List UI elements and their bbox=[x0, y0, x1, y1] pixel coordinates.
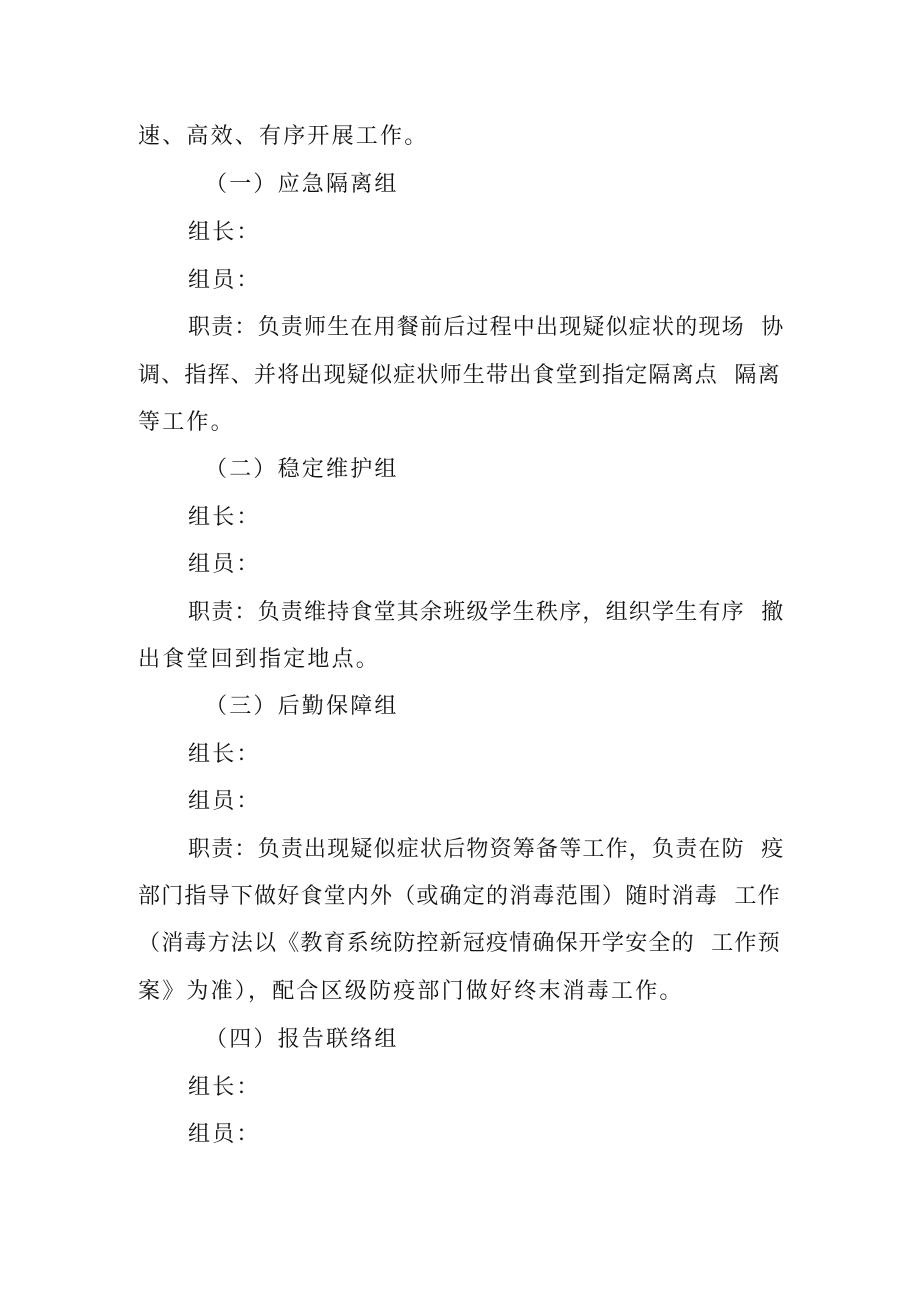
group-4-leader: 组长： bbox=[188, 1075, 261, 1100]
group-4-members: 组员： bbox=[188, 1122, 261, 1147]
group-1-members: 组员： bbox=[188, 268, 261, 293]
group-2-duty-line-1: 职责：负责维持食堂其余班级学生秩序，组织学生有序 撤 bbox=[188, 600, 785, 625]
group-3-duty-line-2: 部门指导下做好食堂内外（或确定的消毒范围）随时消毒 工作 bbox=[138, 884, 781, 909]
group-1-heading: （一）应急隔离组 bbox=[205, 172, 399, 197]
group-3-members: 组员： bbox=[188, 789, 261, 814]
group-3-heading: （三）后勤保障组 bbox=[205, 694, 399, 719]
group-1-duty-line-3: 等工作。 bbox=[138, 410, 235, 435]
group-2-duty-line-2: 出食堂回到指定地点。 bbox=[138, 647, 381, 672]
group-2-leader: 组长： bbox=[188, 505, 261, 530]
group-3-duty-line-1: 职责：负责出现疑似症状后物资筹备等工作，负责在防 疫 bbox=[188, 837, 785, 862]
group-3-duty-line-4: 案》为准），配合区级防疫部门做好终末消毒工作。 bbox=[138, 979, 684, 1004]
group-2-members: 组员： bbox=[188, 552, 261, 577]
group-1-leader: 组长： bbox=[188, 220, 261, 245]
group-4-heading: （四）报告联络组 bbox=[205, 1027, 399, 1052]
group-3-leader: 组长： bbox=[188, 742, 261, 767]
group-2-heading: （二）稳定维护组 bbox=[205, 457, 399, 482]
group-3-duty-line-3: （消毒方法以《教育系统防控新冠疫情确保开学安全的 工作预 bbox=[138, 931, 781, 956]
group-1-duty-line-2: 调、指挥、并将出现疑似症状师生带出食堂到指定隔离点 隔离 bbox=[138, 363, 781, 388]
intro-tail-line: 速、高效、有序开展工作。 bbox=[138, 124, 429, 149]
group-1-duty-line-1: 职责：负责师生在用餐前后过程中出现疑似症状的现场 协 bbox=[188, 315, 785, 340]
